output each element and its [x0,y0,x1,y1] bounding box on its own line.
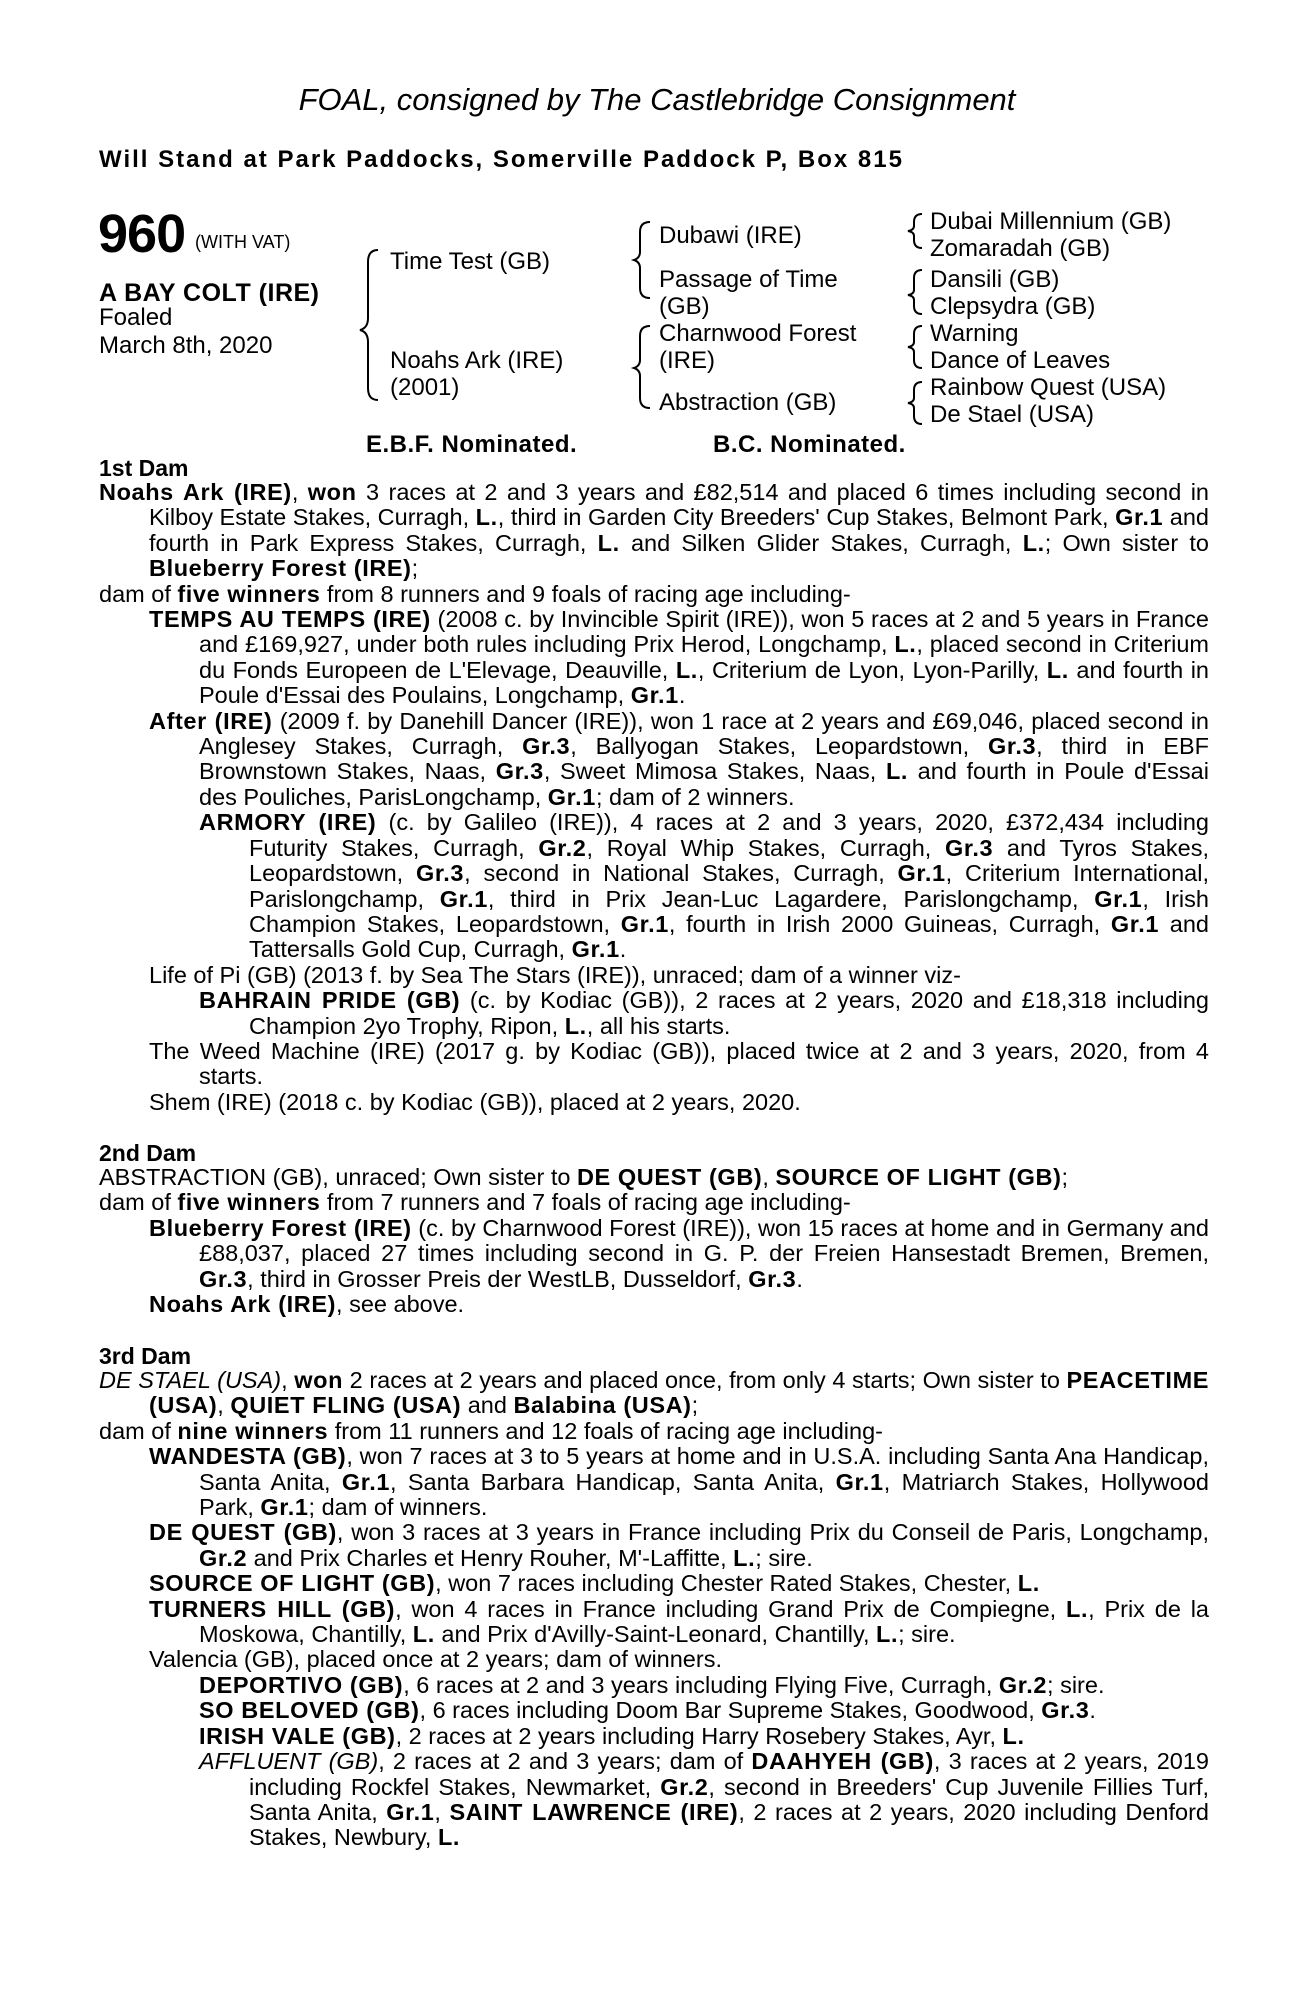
text: , won 7 races at 3 to 5 years at home and in U.S.A. including Santa Ana Handicap, Santa Anita, [199,1443,1209,1495]
brace-col3-2 [908,270,922,314]
third-dam-heading: 3rd Dam [99,1343,192,1369]
group-tag: Gr.3 [748,1265,797,1292]
text: and fourth in Park Express Stakes, Curragh, [149,504,1209,556]
text: (c. by Charnwood Forest (IRE)), won 15 races at home and in Germany and £88,037, placed 27 times including second in G. P. der Freien Hansestadt Bremen, Bremen, [199,1214,1209,1267]
winners-count: nine winners [177,1417,329,1444]
listed-tag: L. [1022,529,1045,556]
produce-name: DEPORTIVO (GB) [199,1671,404,1698]
text: from 7 runners and 7 foals of racing age including- [320,1189,851,1216]
text: and Prix Charles et Henry Rouher, M'-Laffitte, [247,1544,734,1571]
group-tag: Gr.1 [1115,504,1164,531]
pedigree-sss: Dubai Millennium (GB) [930,208,1172,235]
foaled-label: Foaled [99,304,173,331]
produce-entry [99,1698,1209,1723]
bc-nominated: B.C. Nominated. [713,431,906,458]
group-tag: Gr.1 [1094,885,1143,912]
text: , all his starts. [586,1012,731,1039]
pedigree-sdd: Clepsydra (GB) [930,293,1096,320]
text: , Sweet Mimosa Stakes, Naas, [543,758,886,785]
listed-tag: L. [876,1621,899,1648]
text: ; [411,555,419,582]
produce-name: Noahs Ark (IRE) [149,1291,337,1318]
text: ; [1061,1164,1069,1190]
produce-name: DAAHYEH (GB) [751,1748,934,1775]
text: , Royal Whip Stakes, Curragh, [586,834,946,861]
produce-entry [99,1597,1209,1648]
group-tag: Gr.3 [945,834,994,861]
produce-summary [99,582,1209,607]
text: ; dam of winners. [308,1494,488,1521]
text: , won 4 races in France including Grand Prix de Compiegne, [395,1595,1067,1622]
text: , won 3 races at 3 years in France including Prix du Conseil de Paris, Longchamp, [336,1519,1210,1546]
listed-tag: L. [475,504,498,531]
group-tag: Gr.2 [199,1544,248,1571]
group-tag: Gr.3 [988,733,1037,760]
text: , 2 races at 2 and 3 years; dam of [378,1748,752,1775]
group-tag: Gr.1 [386,1798,435,1825]
pedigree-dam-year: (2001) [390,374,460,401]
produce-entry [99,1292,1209,1317]
won-label: won [307,479,357,505]
listed-tag: L. [1002,1722,1025,1749]
text: 3 races at 2 and 3 years and £82,514 and placed 6 times including second in Kilboy Estate Stakes, Curragh, [149,479,1209,531]
dam-name: DE STAEL (USA) [99,1367,282,1393]
produce-name: SAINT LAWRENCE (IRE) [449,1798,739,1825]
brace-col3-3 [908,326,922,368]
pedigree-dam: Noahs Ark (IRE) [390,347,564,374]
text: and Silken Glider Stakes, Curragh, [619,529,1023,556]
produce-entry [99,1520,1209,1571]
first-dam-entry: Noahs Ark (IRE), won 3 races at 2 and 3 years and £82,514 and placed 6 times including second in Kilboy Estate Stakes, Curragh, L., third in Garden City Breeders' Cup Stakes, Belmont Park, Gr.1 and fourth in Park Express Stakes, Curragh, L. and Silken Glider Stakes, Curragh, L.; Own sister to Blueberry Forest (IRE); [99,479,1209,582]
text: , fourth in Irish 2000 Guineas, Curragh, [668,910,1111,937]
text: and Tattersalls Gold Cup, Curragh, [249,910,1209,963]
sibling-name: SOURCE OF LIGHT (GB) [775,1164,1062,1190]
text: (2009 f. by Danehill Dancer (IRE)), won 1 race at 2 years and £69,046, placed second in Anglesey Stakes, Curragh, [199,707,1209,760]
text: , won 7 races including Chester Rated Stakes, Chester, [435,1570,1018,1597]
pedigree-dsd: Dance of Leaves [930,347,1111,374]
group-tag: Gr.1 [547,783,596,810]
text: . [678,682,686,709]
stand-location: Will Stand at Park Paddocks, Somerville Paddock P, Box 815 [99,146,904,173]
text: , Criterium de Lyon, Lyon-Parilly, [697,656,1047,683]
produce-entry [99,1571,1209,1596]
text: , 2 races at 2 years including Harry Rosebery Stakes, Ayr, [395,1722,1003,1749]
text: , third in EBF Brownstown Stakes, Naas, [199,733,1209,785]
won-label: won [294,1367,344,1393]
third-dam-entry [99,1368,1209,1419]
first-dam-block [99,480,1209,1115]
listed-tag: L. [437,1824,461,1851]
foaled-date: March 8th, 2020 [99,332,273,359]
produce-name: DE QUEST (GB) [149,1519,337,1546]
produce-name: WANDESTA (GB) [149,1443,347,1470]
text: , Santa Barbara Handicap, Santa Anita, [390,1468,836,1495]
consignment-line: FOAL, consigned by The Castlebridge Consignment [298,82,1016,117]
text: and [461,1392,514,1419]
text: ABSTRACTION (GB), unraced; Own sister to [99,1164,577,1190]
listed-tag: L. [894,631,917,658]
brace-col3-1 [908,214,922,248]
group-tag: Gr.1 [620,910,669,937]
first-dam-heading: 1st Dam [99,455,189,481]
brace-col2-bottom [634,326,650,408]
third-dam-block [99,1368,1209,1851]
produce-name: AFFLUENT (GB) [199,1748,379,1775]
horse-description: A BAY COLT (IRE) [99,279,320,307]
dam-name: Noahs Ark (IRE) [99,479,292,505]
group-tag: Gr.3 [1041,1697,1090,1724]
text: ; sire. [898,1621,956,1648]
listed-tag: L. [412,1621,435,1648]
pedigree-ssd: Zomaradah (GB) [930,235,1111,262]
pedigree-dam-dam: Abstraction (GB) [659,389,837,416]
text: Life of Pi (GB) (2013 f. by Sea The Stars (IRE)), unraced; dam of a winner viz- [149,961,961,988]
listed-tag: L. [1046,656,1069,683]
pedigree-dam-sire: Charnwood Forest [659,320,857,347]
listed-tag: L. [675,656,698,683]
text: , 6 races at 2 and 3 years including Flying Five, Curragh, [403,1671,999,1698]
text: from 11 runners and 12 foals of racing age including- [328,1417,883,1444]
group-tag: Gr.1 [1110,910,1160,937]
sibling-name: QUIET FLING (USA) [230,1392,462,1419]
text: , placed second in Criterium du Fonds Europeen de L'Elevage, Deauville, [199,631,1209,683]
text: , Ballyogan Stakes, Leopardstown, [570,733,988,760]
group-tag: Gr.2 [538,834,587,861]
text: ; sire. [755,1544,813,1571]
text: , see above. [336,1291,465,1318]
second-dam-heading: 2nd Dam [99,1140,197,1166]
group-tag: Gr.3 [495,758,544,785]
pedigree-dam-sire-2: (IRE) [659,347,715,374]
produce-summary [99,1419,1209,1444]
text: The Weed Machine (IRE) (2017 g. by Kodiac (GB)), placed twice at 2 and 3 years, 2020, from 4 starts. [149,1037,1209,1090]
second-dam-entry [99,1165,1209,1190]
group-tag: Gr.2 [660,1773,709,1800]
produce-name: TEMPS AU TEMPS (IRE) [149,606,431,633]
pedigree-dss: Warning [930,320,1019,347]
produce-name: BAHRAIN PRIDE (GB) [199,987,461,1014]
group-tag: Gr.1 [341,1468,391,1495]
text: , second in Breeders' Cup Juvenile Fillies Turf, Santa Anita, [249,1773,1210,1825]
group-tag: Gr.1 [260,1494,309,1521]
text: ; [691,1392,699,1419]
text: dam of [99,1417,178,1444]
produce-entry [99,1673,1209,1698]
produce-entry [99,1749,1209,1851]
produce-name: TURNERS HILL (GB) [149,1595,396,1622]
produce-name: Blueberry Forest (IRE) [149,1214,412,1241]
text: dam of [99,1189,178,1216]
group-tag: Gr.3 [415,860,465,887]
text: . [796,1265,803,1292]
text: Shem (IRE) (2018 c. by Kodiac (GB)), placed at 2 years, 2020. [149,1088,801,1115]
group-tag: Gr.1 [571,936,620,963]
produce-entry [99,1039,1209,1090]
brace-col2-top [634,222,650,298]
group-tag: Gr.1 [835,1468,884,1495]
produce-entry [99,607,1209,709]
listed-tag: L. [597,529,620,556]
text: , Matriarch Stakes, Hollywood Park, [199,1468,1209,1521]
text: ; sire. [1047,1671,1105,1698]
text: and fourth in Poule d'Essai des Pouliches, ParisLongchamp, [199,758,1209,810]
produce-name: SO BELOVED (GB) [199,1697,420,1724]
text: , [762,1164,776,1190]
text: , Prix de la Moskowa, Chantilly, [199,1595,1209,1648]
produce-entry [99,1090,1209,1115]
brace-col1 [360,250,378,400]
group-tag: Gr.1 [897,860,946,887]
pedigree-dds: Rainbow Quest (USA) [930,374,1167,401]
produce-entry [99,1444,1209,1520]
produce-entry [99,709,1209,811]
brace-col3-4 [908,382,922,424]
text: , second in National Stakes, Curragh, [464,860,898,887]
winners-count: five winners [177,580,321,607]
text: , 2 races at 2 years, 2020 including Denford Stakes, Newbury, [249,1798,1209,1851]
lot-number: 960 [98,204,186,264]
produce-entry [99,1216,1209,1292]
text: Valencia (GB), placed once at 2 years; dam of winners. [149,1646,722,1673]
produce-name: IRISH VALE (GB) [199,1722,396,1749]
text: and Tyros Stakes, Leopardstown, [249,834,1209,887]
listed-tag: L. [1017,1570,1040,1597]
text: 2 races at 2 years and placed once, from only 4 starts; Own sister to [343,1367,1067,1393]
text: (c. by Galileo (IRE)), 4 races at 2 and 3 years, 2020, £372,434 including Futurity Stakes, Curragh, [249,809,1209,861]
text: , third in Prix Jean-Luc Lagardere, Parislongchamp, [487,885,1095,912]
second-dam-block [99,1165,1209,1317]
winners-count: five winners [177,1189,321,1216]
produce-name: SOURCE OF LIGHT (GB) [149,1570,436,1597]
sibling-name: PEACETIME (USA) [149,1367,1210,1419]
pedigree-sire: Time Test (GB) [390,248,551,275]
text: . [1089,1697,1096,1724]
produce-entry [99,988,1209,1039]
ebf-nominated: E.B.F. Nominated. [366,431,578,458]
group-tag: Gr.1 [439,885,488,912]
text: and Prix d'Avilly-Saint-Leonard, Chantilly, [434,1621,877,1648]
produce-entry [99,963,1209,988]
pedigree-sire-sire: Dubawi (IRE) [659,222,802,249]
text: , third in Garden City Breeders' Cup Stakes, Belmont Park, [497,504,1116,531]
sibling-name: DE QUEST (GB) [576,1164,763,1190]
text: (2008 c. by Invincible Spirit (IRE)), won 5 races at 2 and 5 years in France and £169,927, under both rules including Prix Herod, Longchamp, [199,606,1209,658]
produce-entry [99,1724,1209,1749]
listed-tag: L. [885,758,909,785]
produce-entry [99,1647,1209,1672]
pedigree-sds: Dansili (GB) [930,266,1060,293]
text: ; dam of 2 winners. [595,783,795,810]
text: and fourth in Poule d'Essai des Poulains, Longchamp, [199,656,1209,709]
text: . [619,936,627,963]
text: , Irish Champion Stakes, Leopardstown, [249,885,1209,937]
pedigree-sire-dam: Passage of Time [659,266,838,293]
vat-note: (WITH VAT) [195,232,291,252]
sibling-name: Balabina (USA) [513,1392,692,1419]
text: , [281,1367,295,1393]
text: , 3 races at 2 years, 2019 including Rockfel Stakes, Newmarket, [249,1748,1210,1800]
listed-tag: L. [1066,1595,1089,1622]
produce-name: ARMORY (IRE) [199,809,377,836]
group-tag: Gr.2 [998,1671,1048,1698]
text: from 8 runners and 9 foals of racing age including- [320,580,851,607]
produce-summary [99,1190,1209,1215]
listed-tag: L. [564,1012,587,1039]
text: , [217,1392,231,1419]
text: , Criterium International, Parislongchamp, [249,860,1209,912]
produce-entry [99,810,1209,962]
text: (c. by Kodiac (GB)), 2 races at 2 years, 2020 and £18,318 including Champion 2yo Trophy, Ripon, [249,987,1209,1039]
text: , third in Grosser Preis der WestLB, Dusseldorf, [247,1265,749,1292]
pedigree-sire-dam-2: (GB) [659,293,710,320]
text: ; Own sister to [1044,529,1209,556]
group-tag: Gr.1 [630,682,679,709]
produce-name: After (IRE) [149,707,273,734]
text: , [434,1798,450,1825]
pedigree-ddd: De Stael (USA) [930,401,1095,428]
text: , 6 races including Doom Bar Supreme Stakes, Goodwood, [419,1697,1042,1724]
text: dam of [99,580,178,607]
sibling-name: Blueberry Forest (IRE) [149,555,412,582]
group-tag: Gr.3 [522,733,571,760]
listed-tag: L. [733,1544,756,1571]
group-tag: Gr.3 [199,1265,248,1292]
